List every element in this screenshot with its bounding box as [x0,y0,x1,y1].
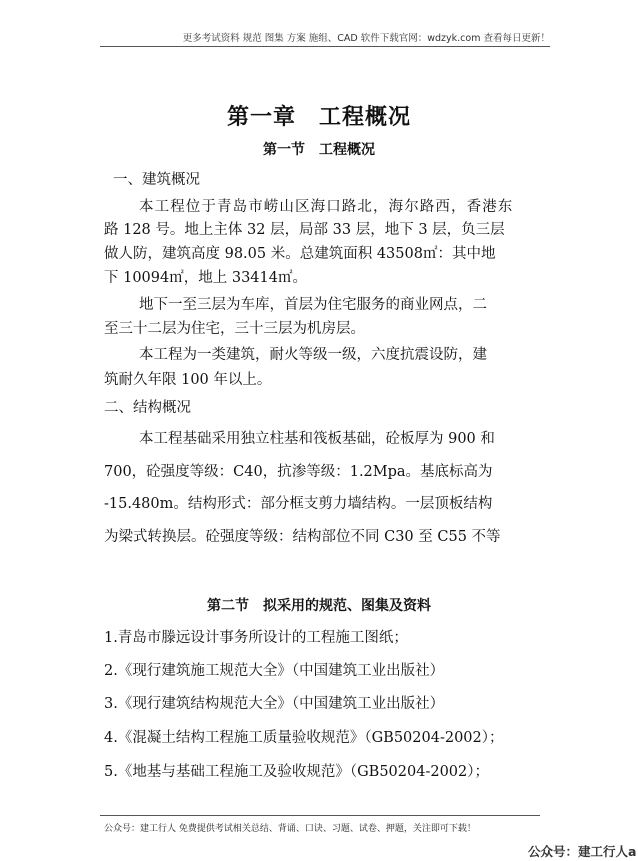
heading-building-overview: 一、建筑概况 [113,172,200,188]
paragraph-line: 至三十二层为住宅，三十三层为机房层。 [104,321,365,337]
chapter-title: 第一章 工程概况 [226,105,411,130]
paragraph-line: 本工程位于青岛市崂山区海口路北，海尔路西，香港东 [139,199,514,215]
list-item: 5.《地基与基础工程施工及验收规范》（GB50204-2002）； [104,764,489,780]
page-header-text: 更多考试资料 规范 图集 方案 施组、CAD 软件下载官网：wdzyk.com 查看每日更新！ [182,33,550,44]
list-item: 1.青岛市滕远设计事务所设计的工程施工图纸； [104,630,408,646]
watermark-text: 公众号：建工行人a [528,844,637,859]
paragraph-line: 筑耐久年限 100 年以上。 [104,372,272,388]
footer-rule [100,815,540,816]
paragraph-line: 本工程基础采用独立柱基和筏板基础，砼板厚为 900 和 [139,431,495,447]
header-rule [100,46,550,47]
paragraph-line: -15.480m。结构形式：部分框支剪力墙结构。一层顶板结构 [104,496,493,512]
paragraph-line: 地下一至三层为车库，首层为住宅服务的商业网点，二 [139,297,487,313]
section-1-title: 第一节 工程概况 [263,142,375,158]
list-item: 4.《混凝土结构工程施工质量验收规范》（GB50204-2002）； [104,730,504,746]
paragraph-line: 下 10094㎡，地上 33414㎡。 [104,270,307,286]
list-item: 3.《现行建筑结构规范大全》（中国建筑工业出版社） [104,696,445,712]
page-footer-text: 公众号：建工行人 免费提供考试相关总结、背诵、口诀、习题、试卷、押题，关注即可下载！ [104,824,476,834]
section-2-title: 第二节 拟采用的规范、图集及资料 [207,598,431,614]
list-item: 2.《现行建筑施工规范大全》（中国建筑工业出版社） [104,663,445,679]
paragraph-line: 本工程为一类建筑，耐火等级一级，六度抗震设防，建 [139,347,487,363]
paragraph-line: 700，砼强度等级：C40，抗渗等级：1.2Mpa。基底标高为 [104,464,493,480]
heading-structure-overview: 二、结构概况 [104,400,191,416]
paragraph-line: 为梁式转换层。砼强度等级：结构部位不同 C30 至 C55 不等 [104,529,501,545]
paragraph-line: 做人防，建筑高度 98.05 米。总建筑面积 43508㎡：其中地 [104,246,496,262]
paragraph-line: 路 128 号。地上主体 32 层，局部 33 层，地下 3 层，负三层 [104,222,505,238]
